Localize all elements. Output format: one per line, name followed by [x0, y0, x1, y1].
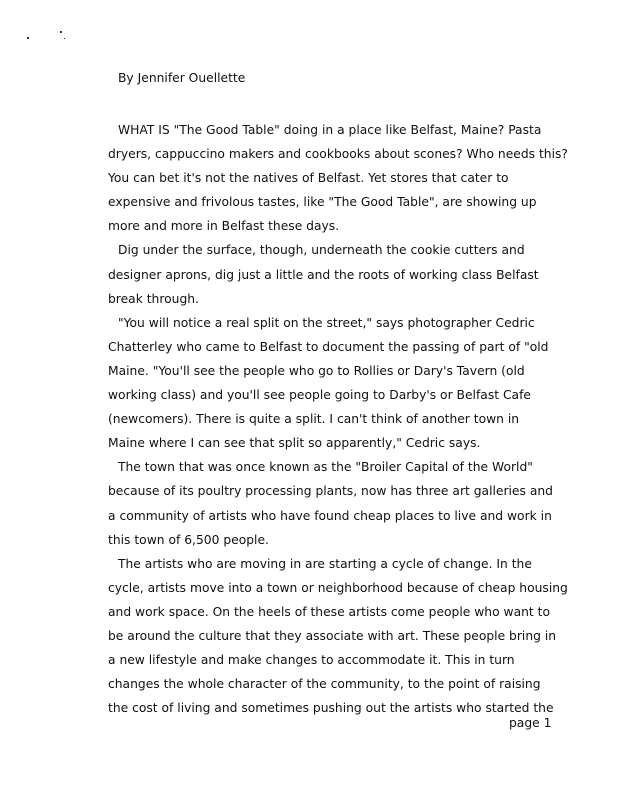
text-line: cycle, artists move into a town or neighborhood because of cheap housing	[108, 580, 568, 595]
text-line: dryers, cappuccino makers and cookbooks about scones? Who needs this?	[108, 147, 568, 162]
text-line: WHAT IS "The Good Table" doing in a place like Belfast, Maine? Pasta	[118, 123, 542, 137]
text-line: changes the whole character of the community, to the point of raising	[108, 677, 541, 692]
text-line: The town that was once known as the "Broiler Capital of the World"	[118, 460, 533, 475]
text-line: designer aprons, dig just a little and the roots of working class Belfast	[108, 267, 539, 282]
text-line: You can bet it's not the natives of Belfast. Yet stores that cater to	[108, 171, 509, 186]
text-line: The artists who are moving in are starting a cycle of change. In the	[118, 556, 532, 571]
text-line: and work space. On the heels of these artists come people who want to	[108, 604, 550, 619]
text-line: this town of 6,500 people.	[108, 532, 269, 547]
text-line: (newcomers). There is quite a split. I can't think of another town in	[108, 412, 520, 427]
text-line: Dig under the surface, though, underneath the cookie cutters and	[118, 243, 525, 258]
text-line: break through.	[108, 291, 199, 306]
scan-speck	[27, 37, 29, 39]
scan-speck	[60, 31, 62, 33]
text-line: a new lifestyle and make changes to accommodate it. This in turn	[108, 653, 515, 668]
text-line: Maine. "You'll see the people who go to Rollies or Dary's Tavern (old	[108, 363, 525, 378]
text-line: Maine where I can see that split so apparently," Cedric says.	[108, 436, 481, 451]
text-line: be around the culture that they associate with art. These people bring in	[108, 628, 557, 643]
article-body	[108, 118, 568, 720]
text-line: Chatterley who came to Belfast to document the passing of part of "old	[108, 339, 549, 354]
text-line: expensive and frivolous tastes, like "The Good Table", are showing up	[108, 195, 537, 210]
byline: By Jennifer Ouellette	[118, 71, 246, 85]
text-line: working class) and you'll see people going to Darby's or Belfast Cafe	[108, 388, 531, 403]
text-line: "You will notice a real split on the street," says photographer Cedric	[118, 315, 535, 330]
text-line: because of its poultry processing plants, now has three art galleries and	[108, 484, 553, 499]
text-line: a community of artists who have found cheap places to live and work in	[108, 508, 552, 523]
text-line: the cost of living and sometimes pushing out the artists who started the	[108, 701, 554, 716]
scan-speck	[64, 38, 65, 39]
page-number: page 1	[509, 716, 552, 730]
text-line: more and more in Belfast these days.	[108, 219, 340, 234]
